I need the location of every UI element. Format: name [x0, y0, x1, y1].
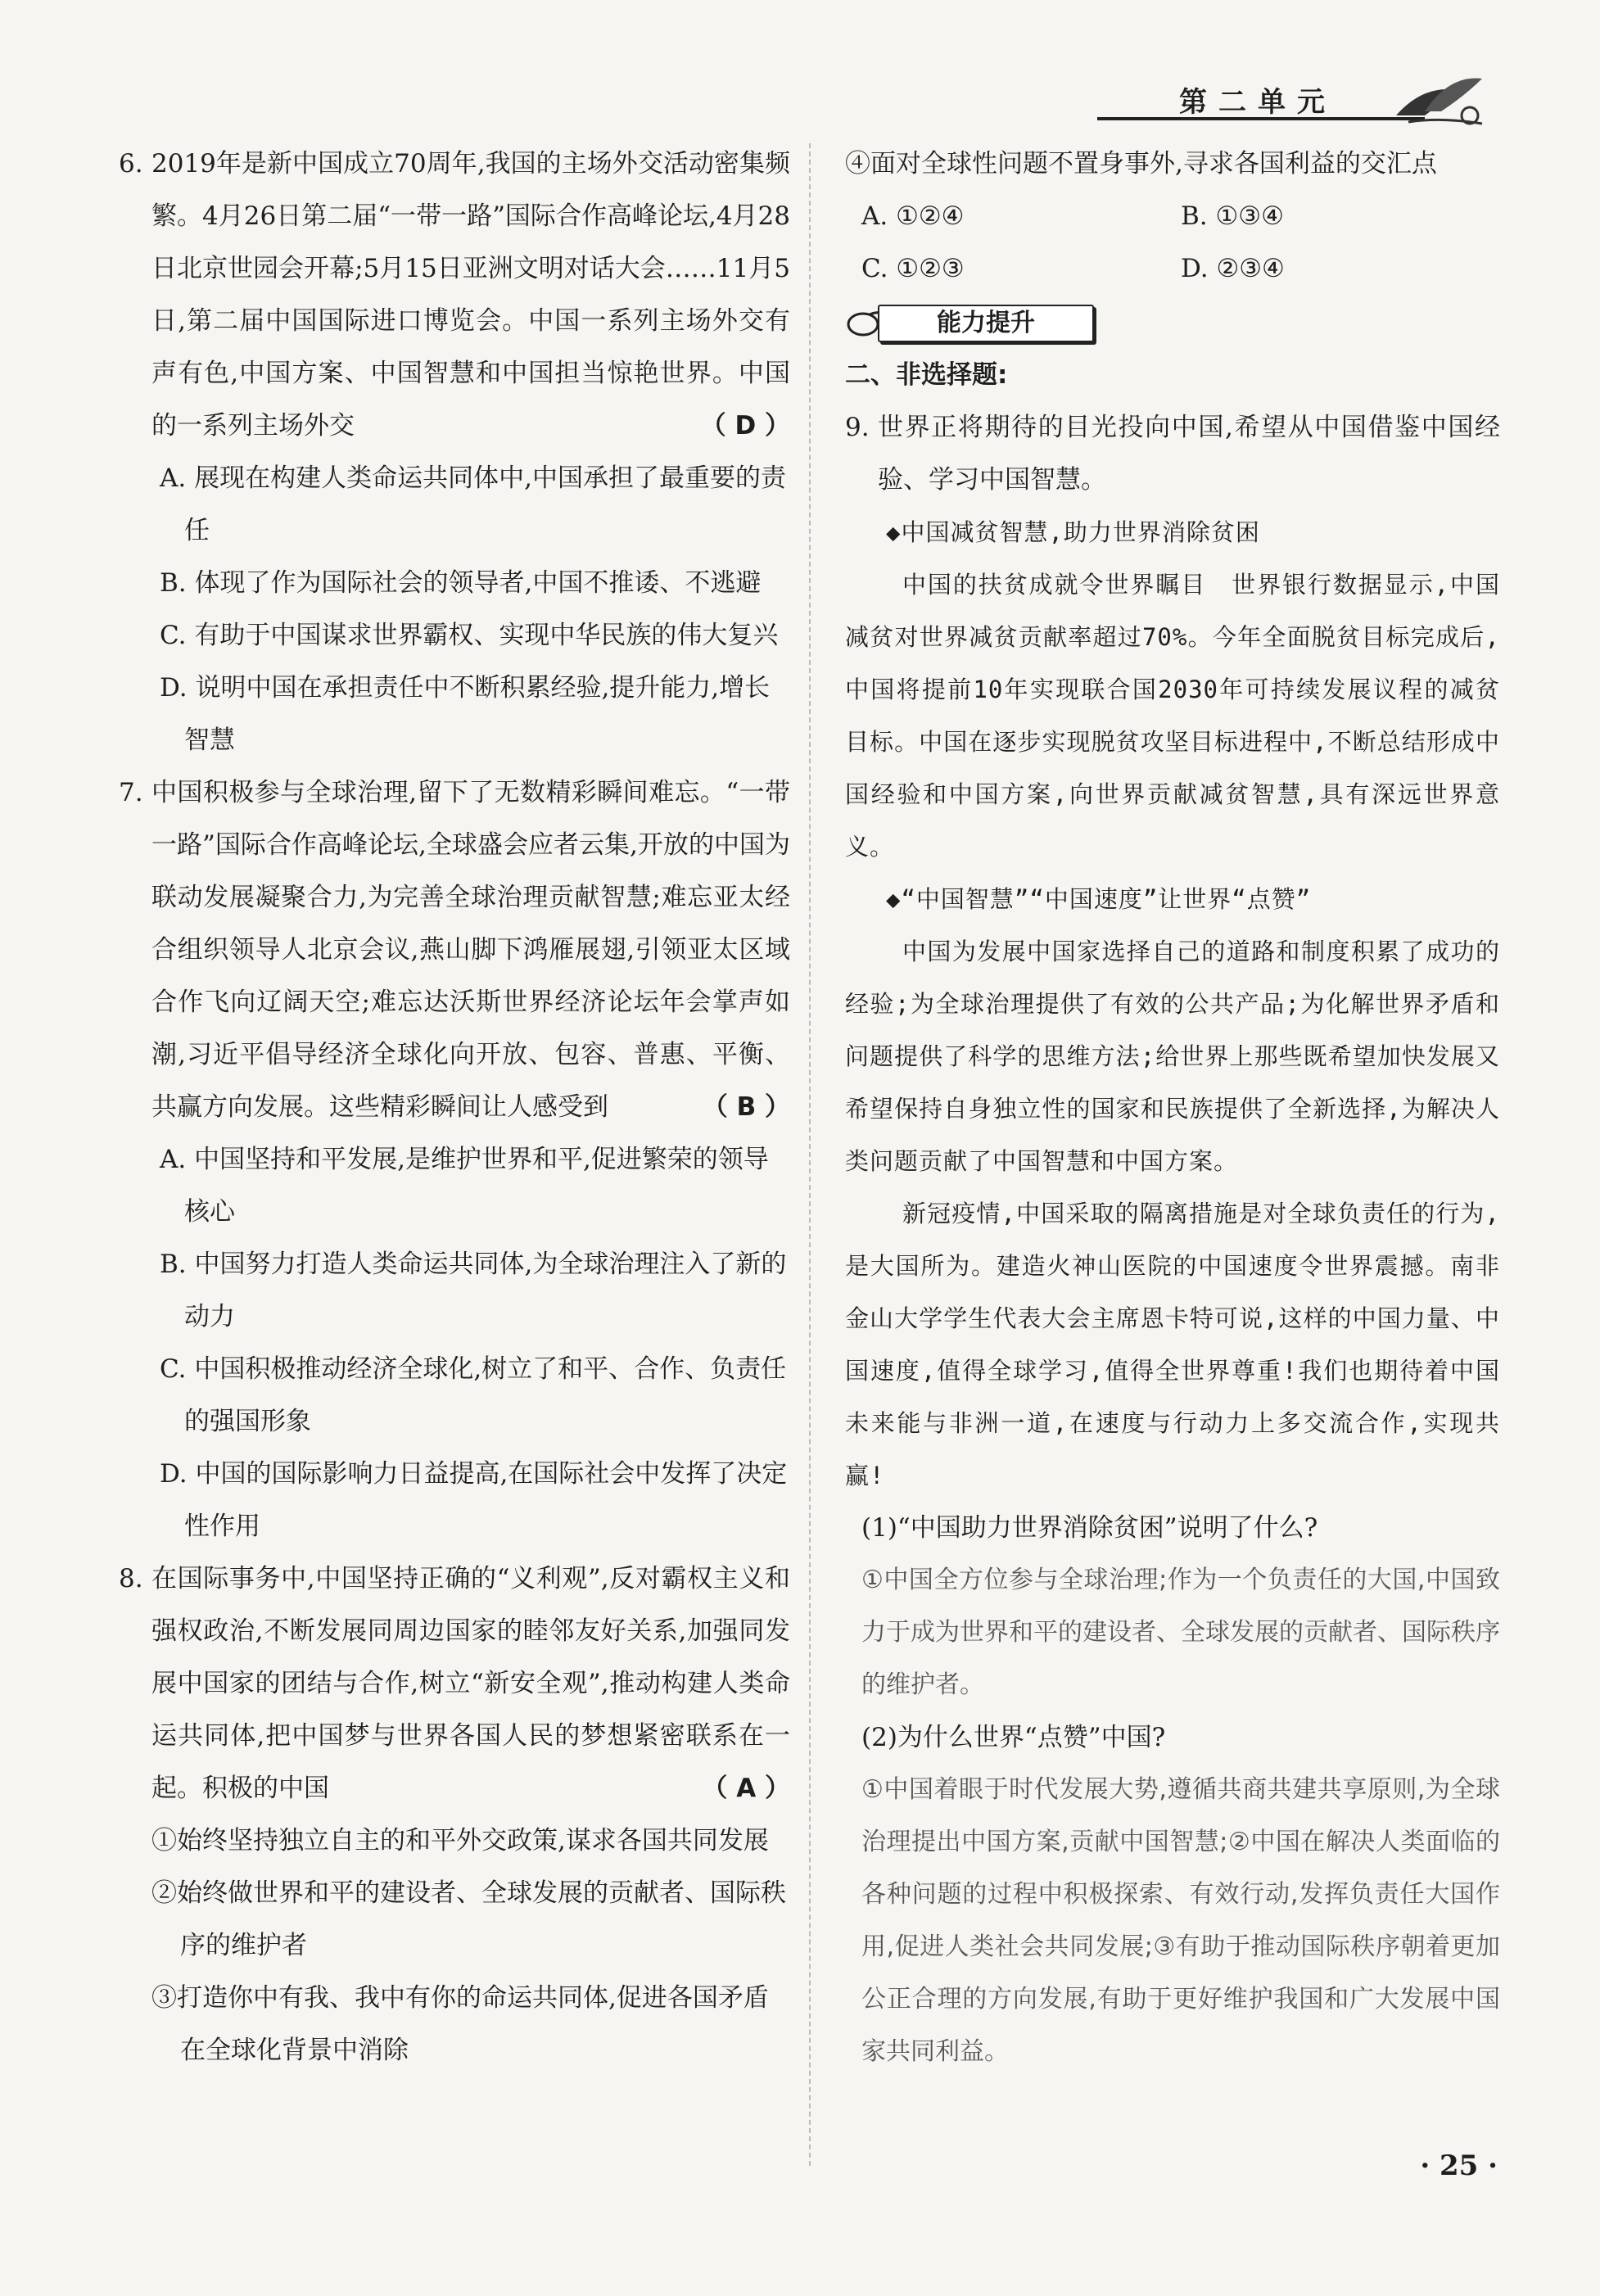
- column-divider: [809, 143, 811, 2166]
- option: C. 有助于中国谋求世界霸权、实现中华民族的伟大复兴: [160, 621, 779, 650]
- question-text: 2019年是新中国成立70周年,我国的主场外交活动密集频繁。4月26日第二届“一带一路”国际合作高峰论坛,4月28日北京世园会开幕;5月15日亚洲文明对话大会……11月5日,第二届中国国际进口博览会。中国一系列主场外交有声有色,中国方案、中国智慧和中国担当惊艳世界。中国的一系列主场外交: [151, 149, 790, 441]
- option: B. 中国努力打造人类命运共同体,为全球治理注入了新的动力: [160, 1250, 787, 1331]
- question-number: 7.: [119, 778, 143, 807]
- question-7-stem: [119, 766, 790, 1133]
- page-header: [1097, 78, 1523, 127]
- material-paragraph: 新冠疫情,中国采取的隔离措施是对全球负责任的行为,是大国所为。建造火神山医院的中国速度令世界震撼。南非金山大学学生代表大会主席恩卡特可说,这样的中国力量、中国速度,值得全球学习,值得全世界尊重!我们也期待着中国未来能与非洲一道,在速度与行动力上多交流合作,实现共赢!: [845, 1200, 1500, 1489]
- question-number: 6.: [119, 149, 143, 179]
- material-paragraph: 中国的扶贫成就令世界瞩目 世界银行数据显示,中国减贫对世界减贫贡献率超过70%。今年全面脱贫目标完成后,中国将提前10年实现联合国2030年可持续发展议程的减贫目标。中国在逐步实现脱贫攻坚目标进程中,不断总结形成中国经验和中国方案,向世界贡献减贫智慧,具有深远世界意义。: [845, 571, 1500, 861]
- sub-question: (1)“中国助力世界消除贫困”说明了什么?: [861, 1513, 1318, 1543]
- statement: ②始终做世界和平的建设者、全球发展的贡献者、国际秩序的维护者: [151, 1878, 786, 1960]
- right-column: [845, 138, 1500, 2078]
- unit-title: 第二单元: [1179, 86, 1336, 119]
- question-text: 世界正将期待的目光投向中国,希望从中国借鉴中国经验、学习中国智慧。: [878, 413, 1500, 495]
- question-6-stem: [119, 138, 790, 452]
- statement: ①始终坚持独立自主的和平外交政策,谋求各国共同发展: [151, 1826, 769, 1855]
- choice: D. ②③④: [1181, 254, 1285, 283]
- material-paragraph: 中国为发展中国家选择自己的道路和制度积累了成功的经验;为全球治理提供了有效的公共产品;为化解世界矛盾和问题提供了科学的思维方法;给世界上那些既希望加快发展又希望保持自身独立性的国家和民族提供了全新选择,为解决人类问题贡献了中国智慧和中国方案。: [845, 938, 1500, 1175]
- question-8-stem: [119, 1553, 790, 1815]
- option: B. 体现了作为国际社会的领导者,中国不推诿、不逃避: [160, 568, 762, 598]
- question-number: 9.: [845, 413, 870, 442]
- answer-mark: （ D ）: [700, 411, 790, 441]
- sub-question: (2)为什么世界“点赞”中国?: [861, 1723, 1166, 1752]
- material-heading: ◆中国减贫智慧,助力世界消除贫困: [886, 518, 1260, 546]
- option: A. 展现在构建人类命运共同体中,中国承担了最重要的责任: [160, 463, 786, 545]
- choice: B. ①③④: [1181, 201, 1284, 231]
- handwritten-answer: ①中国着眼于时代发展大势,遵循共商共建共享原则,为全球治理提出中国方案,贡献中国智慧;②中国在解决人类面临的各种问题的过程中积极探索、有效行动,发挥负责任大国作用,促进人类社会共同发展;③有助于推动国际秩序朝着更加公正合理的方向发展,有助于更好维护我国和广大发展中国家共同利益。: [861, 1775, 1500, 2066]
- choice-row: [845, 242, 1500, 295]
- question-text: 在国际事务中,中国坚持正确的“义利观”,反对霸权主义和强权政治,不断发展同周边国家的睦邻友好关系,加强同发展中国家的团结与合作,树立“新安全观”,推动构建人类命运共同体,把中国梦与世界各国人民的梦想紧密联系在一起。积极的中国: [151, 1564, 790, 1803]
- statement: ③打造你中有我、我中有你的命运共同体,促进各国矛盾在全球化背景中消除: [151, 1983, 769, 2065]
- statement: ④面对全球性问题不置身事外,寻求各国利益的交汇点: [845, 149, 1437, 179]
- answer-mark: （ B ）: [702, 1092, 790, 1122]
- section-title: 二、非选择题:: [845, 360, 1008, 390]
- option: A. 中国坚持和平发展,是维护世界和平,促进繁荣的领导核心: [160, 1145, 769, 1227]
- option: D. 中国的国际影响力日益提高,在国际社会中发挥了决定性作用: [160, 1459, 788, 1541]
- leaf-ornament-icon: [1392, 66, 1490, 132]
- option: D. 说明中国在承担责任中不断积累经验,提升能力,增长智慧: [160, 673, 771, 755]
- choice-row: [845, 190, 1500, 242]
- material-heading: ◆“中国智慧”“中国速度”让世界“点赞”: [886, 885, 1312, 913]
- question-text: 中国积极参与全球治理,留下了无数精彩瞬间难忘。“一带一路”国际合作高峰论坛,全球盛会应者云集,开放的中国为联动发展凝聚合力,为完善全球治理贡献智慧;难忘亚太经合组织领导人北京会议,燕山脚下鸿雁展翅,引领亚太区域合作飞向辽阔天空;难忘达沃斯世界经济论坛年会掌声如潮,习近平倡导经济全球化向开放、包容、普惠、平衡、共赢方向发展。这些精彩瞬间让人感受到: [151, 778, 790, 1122]
- section-badge: [845, 296, 1500, 349]
- choice: C. ①②③: [861, 254, 965, 283]
- choice: A. ①②④: [861, 201, 965, 231]
- left-column: [119, 138, 790, 2077]
- page-number: · 25 ·: [1420, 2149, 1498, 2182]
- option: C. 中国积极推动经济全球化,树立了和平、合作、负责任的强国形象: [160, 1354, 787, 1436]
- handwritten-answer: ①中国全方位参与全球治理;作为一个负责任的大国,中国致力于成为世界和平的建设者、全球发展的贡献者、国际秩序的维护者。: [861, 1566, 1500, 1699]
- question-number: 8.: [119, 1564, 143, 1593]
- answer-mark: （ A ）: [702, 1774, 790, 1803]
- question-9-stem: [845, 401, 1500, 506]
- badge-label: 能力提升: [878, 305, 1094, 342]
